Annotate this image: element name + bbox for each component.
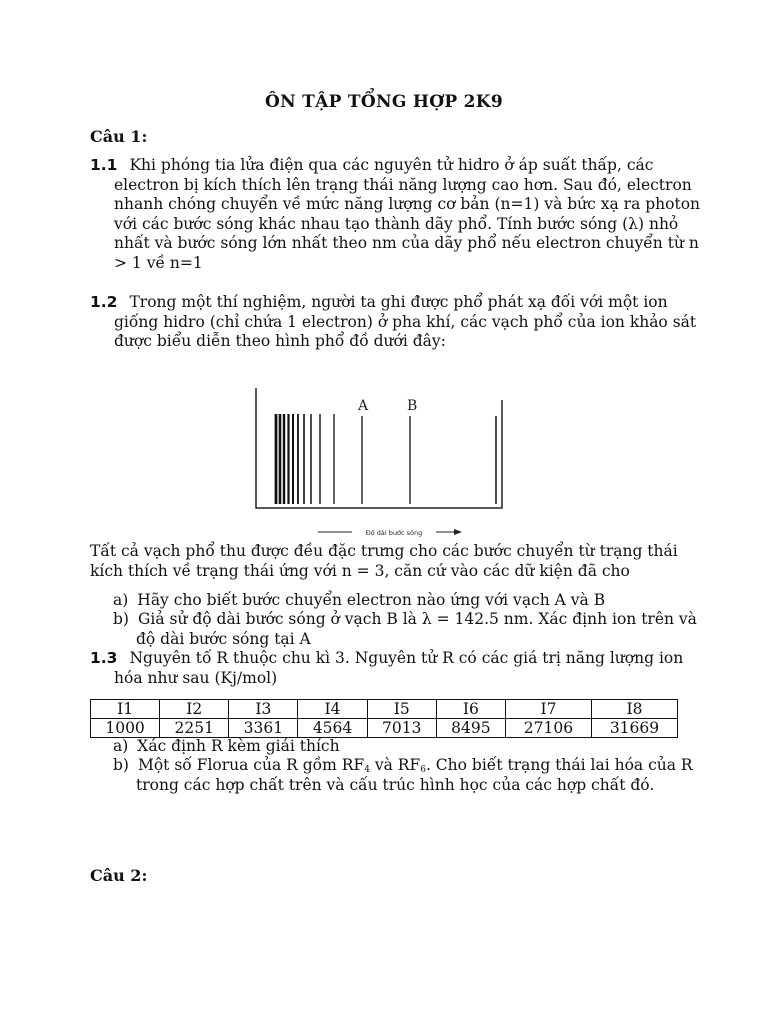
table-header-cell: I5: [367, 700, 436, 719]
table-cell: 8495: [436, 719, 505, 738]
question-1-3: [90, 649, 714, 688]
spectrum-lines: [256, 388, 502, 508]
table-cell: 27106: [505, 719, 591, 738]
table-cell: 4564: [298, 719, 367, 738]
item-b-text-2: và RF: [369, 756, 421, 774]
question-1-2-item-b: [113, 610, 711, 649]
subscript-6: 6: [420, 765, 426, 775]
table-cell: 7013: [367, 719, 436, 738]
question-1-heading: [90, 127, 147, 147]
question-1-2: [90, 293, 714, 352]
table-header-cell: I3: [229, 700, 298, 719]
item-a-marker: a): [113, 591, 129, 609]
table-header-row: [91, 700, 678, 719]
question-1-2-item-a: [113, 591, 711, 611]
question-1-2-text: Trong một thí nghiệm, người ta ghi được phổ phát xạ đối với một ion giống hidro (chỉ chứa 1 electron) ở pha khí, các vạch phổ của ion khảo sát được biểu diễn theo hình phổ đồ dưới đây:: [114, 293, 697, 350]
item-a-marker: a): [113, 737, 129, 755]
table-cell: 2251: [160, 719, 229, 738]
table-cell: 3361: [229, 719, 298, 738]
question-1-label: Câu 1: [90, 127, 142, 146]
table-header-cell: I7: [505, 700, 591, 719]
question-1-3-item-b: [113, 756, 711, 795]
line-b-label: B: [407, 398, 418, 414]
ionization-energy-table: [90, 699, 678, 738]
table-value-row: [91, 719, 678, 738]
item-b-marker: b): [113, 756, 129, 774]
item-a-text: Hãy cho biết bước chuyển electron nào ứng với vạch A và B: [137, 591, 606, 609]
table-header-cell: I6: [436, 700, 505, 719]
page-title: ÔN TẬP TỔNG HỢP 2K9: [265, 92, 503, 112]
table-header-cell: I8: [591, 700, 677, 719]
question-2-heading: [90, 866, 147, 886]
axis-label: Độ dài bước sóng: [365, 529, 423, 537]
line-a-label: A: [358, 398, 369, 414]
table-cell: 1000: [91, 719, 160, 738]
item-b-text-1: Một số Florua của R gồm RF: [137, 756, 365, 774]
question-1-3-number: 1.3: [90, 649, 118, 667]
table-header-cell: I2: [160, 700, 229, 719]
question-2-colon: :: [141, 866, 148, 885]
question-1-1-number: 1.1: [90, 156, 118, 174]
table-cell: 31669: [591, 719, 677, 738]
question-1-3-item-a: [113, 737, 711, 757]
question-2-label: Câu 2: [90, 866, 142, 885]
table-header-cell: I4: [298, 700, 367, 719]
item-a-text: Xác định R kèm giải thích: [137, 737, 340, 755]
question-1-3-text: Nguyên tố R thuộc chu kì 3. Nguyên tử R có các giá trị năng lượng ion hóa như sau (Kj/mol): [114, 649, 684, 687]
item-b-text: Giả sử độ dài bước sóng ở vạch B là λ = 142.5 nm. Xác định ion trên và độ dài bước sóng tại A: [136, 610, 697, 648]
question-1-1-text: Khi phóng tia lửa điện qua các nguyên tử hidro ở áp suất thấp, các electron bị kích thích lên trạng thái năng lượng cao hơn. Sau đó, electron nhanh chóng chuyển về mức năng lượng cơ bản (n=1) và bức xạ ra photon với các bước sóng khác nhau tạo thành dãy phổ. Tính bước sóng (λ) nhỏ nhất và bước sóng lớn nhất theo nm của dãy phổ nếu electron chuyển từ n > 1 về n=1: [114, 156, 701, 272]
item-b-text-3: . Cho biết trạng thái lai hóa của R trong các hợp chất trên và cấu trúc hình học của các hợp chất đó.: [136, 756, 693, 794]
emission-spectrum-figure: [240, 380, 510, 542]
axis-arrow-head: [454, 529, 462, 535]
question-1-2-context: Tất cả vạch phổ thu được đều đặc trưng cho các bước chuyển từ trạng thái kích thích về trạng thái ứng với n = 3, căn cứ vào các dữ kiện đã cho: [90, 542, 678, 580]
question-1-colon: :: [141, 127, 148, 146]
question-1-1: [90, 156, 714, 273]
item-b-marker: b): [113, 610, 129, 628]
subscript-4: 4: [364, 765, 370, 775]
question-1-2-number: 1.2: [90, 293, 118, 311]
table-header-cell: I1: [91, 700, 160, 719]
